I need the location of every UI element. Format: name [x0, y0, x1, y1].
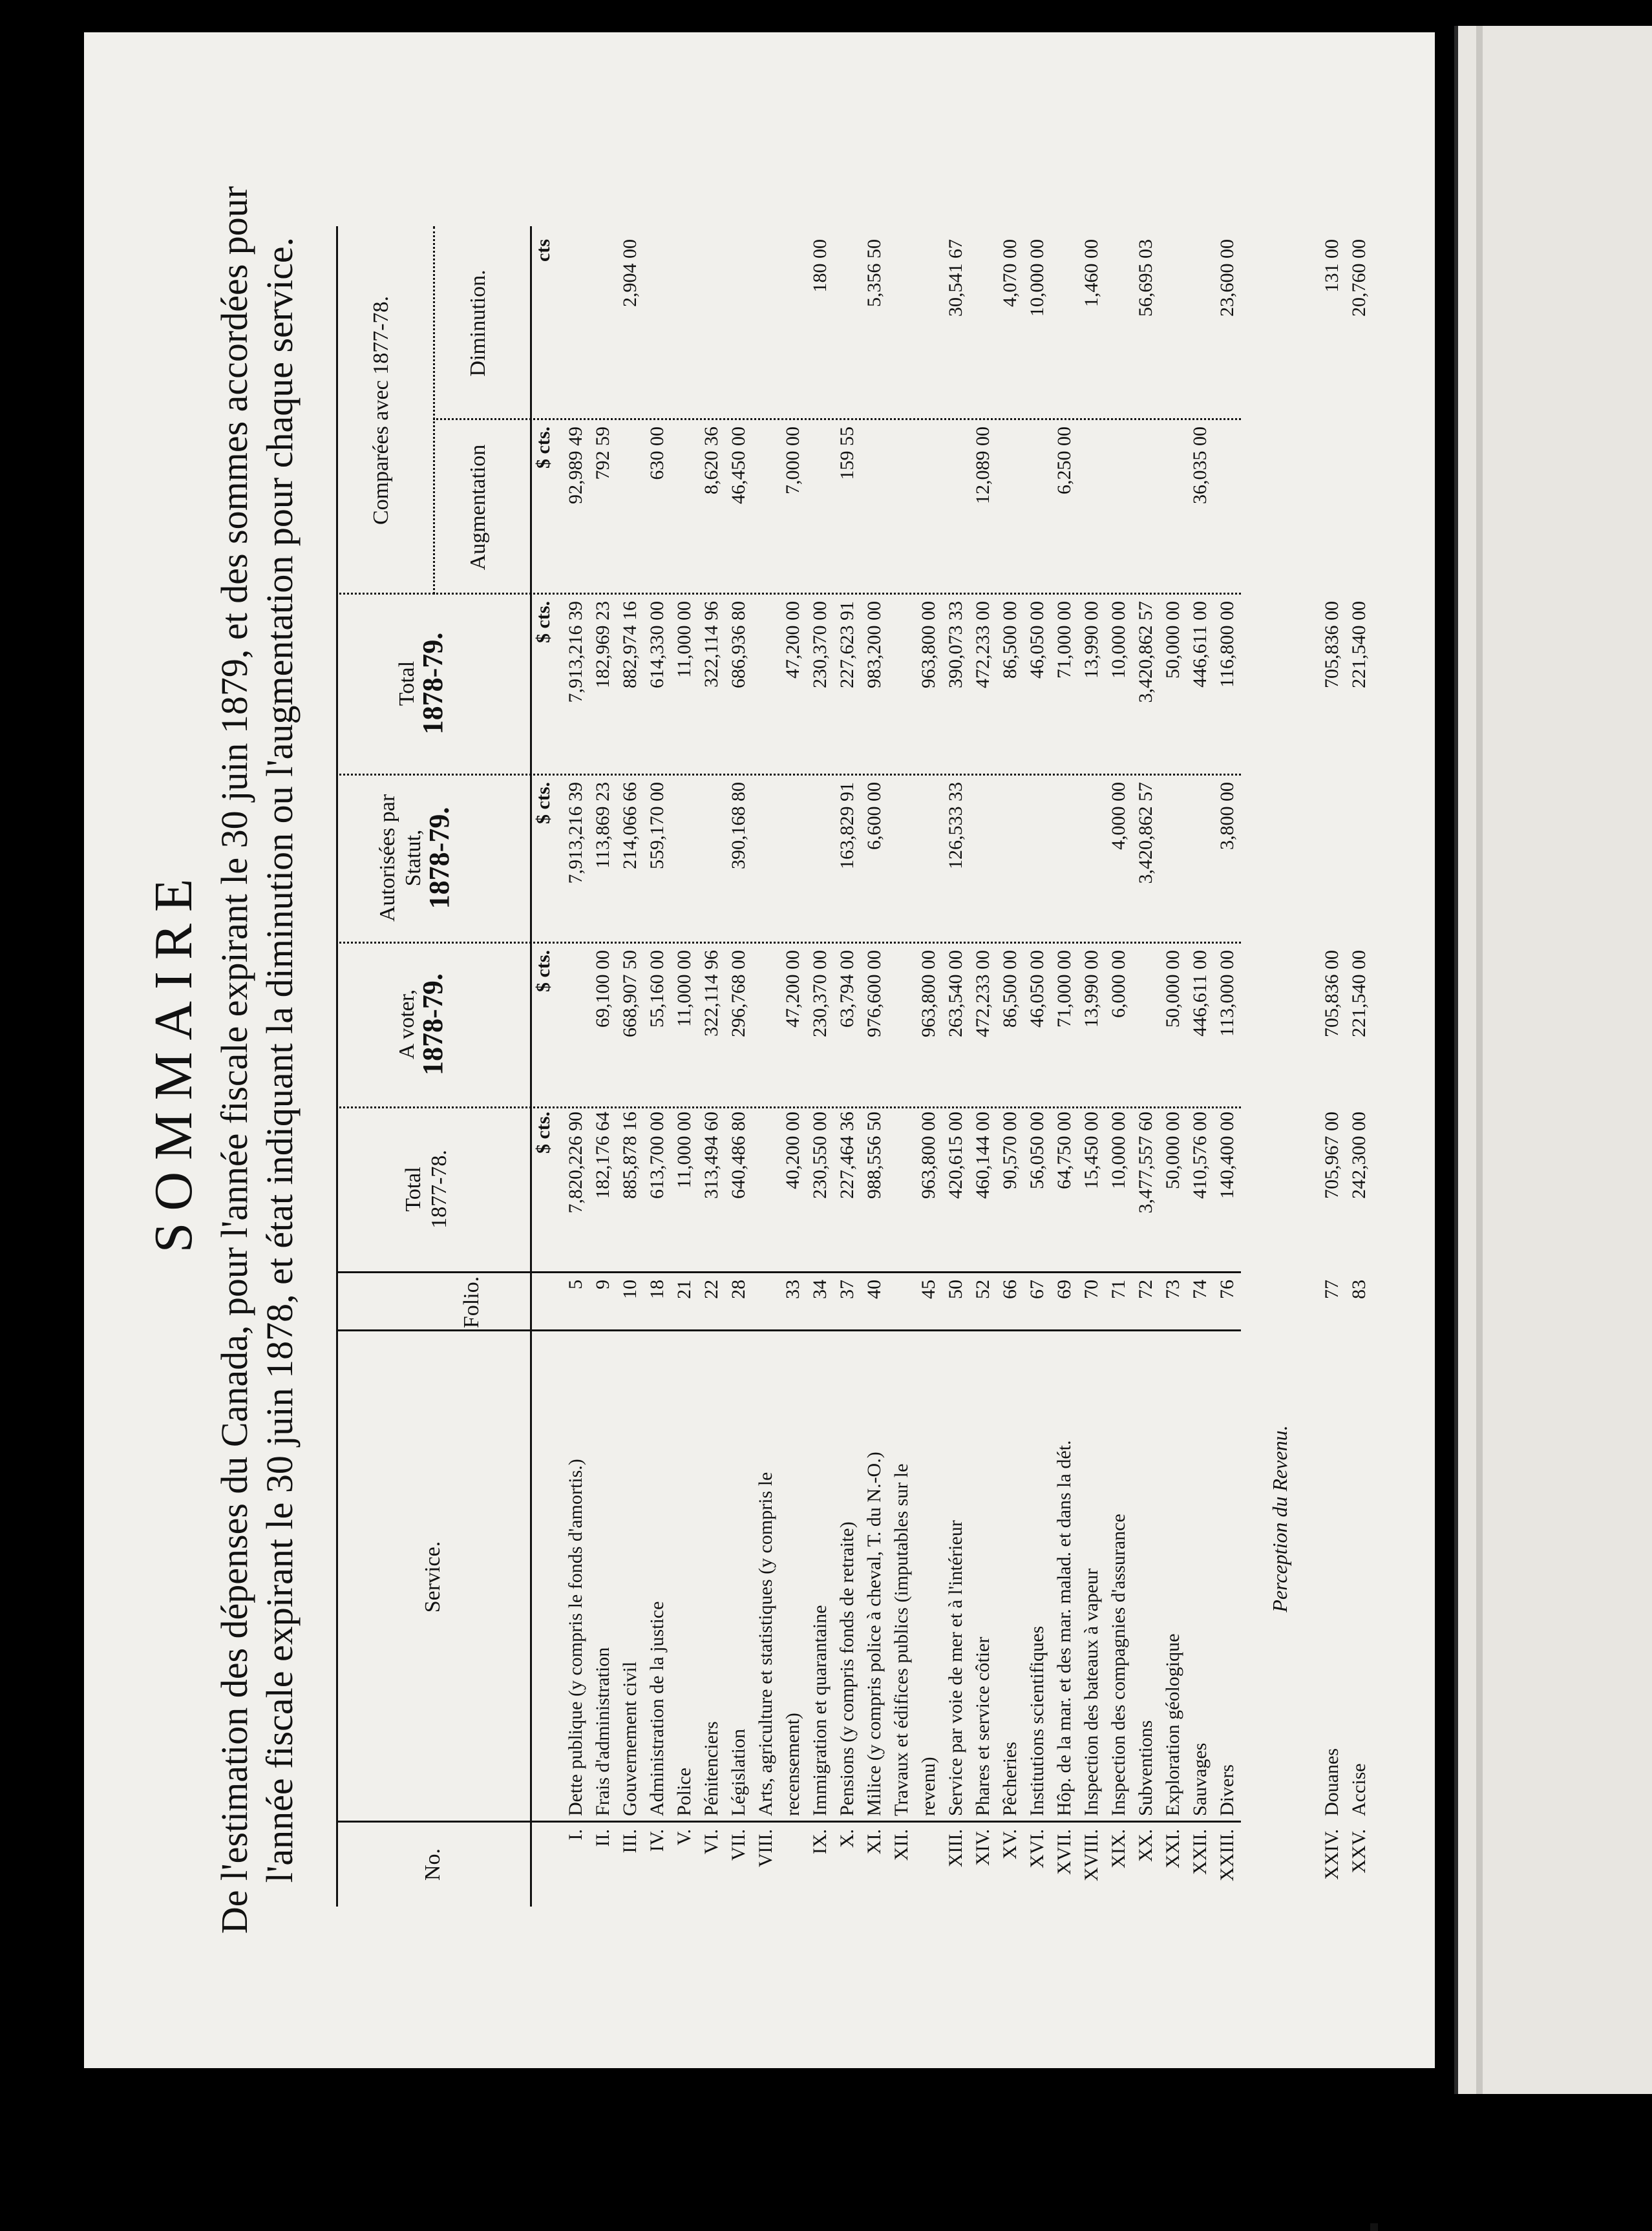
- row-augmentation: 792 59: [592, 427, 613, 480]
- row-total-prev: 460,144 00: [972, 1112, 993, 1199]
- header-a-voter: [394, 944, 449, 1105]
- summary-table: [336, 226, 1370, 1907]
- row-no: I.: [565, 1829, 586, 1841]
- table-row: [915, 226, 942, 1907]
- row-folio: 18: [646, 1280, 668, 1299]
- row-no: XV.: [999, 1829, 1021, 1859]
- unit-total-new: $ cts.: [533, 601, 554, 643]
- row-no: XIV.: [972, 1829, 993, 1866]
- row-diminution: 23,600 00: [1216, 239, 1238, 317]
- row-statut: 390,168 80: [728, 782, 749, 869]
- header-autorisees-label: Autorisées par Statut,: [376, 794, 425, 922]
- row-no: VI.: [701, 1829, 722, 1855]
- rotated-content: [142, 155, 1370, 1965]
- row-folio: 5: [565, 1280, 586, 1289]
- header-autorisees: [375, 776, 455, 940]
- table-row: [1160, 226, 1187, 1907]
- row-total-new: 322,114 96: [701, 601, 722, 688]
- row-total-prev: 885,878 16: [619, 1112, 641, 1199]
- row-service: Milice (y compris police à cheval, T. du N.-O.): [863, 1452, 885, 1816]
- header-a-voter-label: A voter,: [395, 989, 419, 1060]
- row-folio: 50: [945, 1280, 966, 1299]
- row-total-prev: 3,477,557 60: [1135, 1112, 1156, 1214]
- row-total-new: 50,000 00: [1162, 601, 1183, 679]
- row-diminution: 10,000 00: [1026, 239, 1048, 317]
- row-total-prev: 313,494 60: [701, 1112, 722, 1199]
- row-diminution: 30,541 67: [945, 239, 966, 317]
- row-total-prev: 988,556 50: [863, 1112, 885, 1199]
- ink-spot: [1370, 2223, 1378, 2231]
- row-total-new: 71,000 00: [1054, 601, 1075, 679]
- row-total-new: 116,800 00: [1216, 601, 1238, 688]
- row-no: XXI.: [1162, 1829, 1183, 1868]
- row-total-new: 11,000 00: [673, 601, 695, 678]
- header-total-new-year: 1878-79.: [417, 632, 449, 735]
- row-service: Divers: [1216, 1764, 1238, 1816]
- row-diminution: 131 00: [1321, 239, 1342, 293]
- row-total-new: 882,974 16: [619, 601, 641, 688]
- row-folio: 40: [863, 1280, 885, 1299]
- row-total-prev: 50,000 00: [1162, 1112, 1183, 1189]
- row-a-voter: 47,200 00: [782, 950, 803, 1028]
- table-row: [1187, 226, 1214, 1907]
- row-service: Sauvages: [1189, 1742, 1211, 1816]
- row-service: recensement): [782, 1713, 803, 1816]
- row-folio: 28: [728, 1280, 749, 1299]
- row-statut: 6,600 00: [863, 782, 885, 850]
- row-total-new: 47,200 00: [782, 601, 803, 679]
- row-a-voter: 46,050 00: [1026, 950, 1048, 1028]
- row-a-voter: 221,540 00: [1348, 950, 1370, 1037]
- row-folio: 34: [809, 1280, 831, 1299]
- row-folio: 69: [1054, 1280, 1075, 1299]
- row-service: Police: [673, 1768, 695, 1816]
- row-total-new: 10,000 00: [1108, 601, 1129, 679]
- row-a-voter: 263,540 00: [945, 950, 966, 1037]
- table-row: [1024, 226, 1051, 1907]
- row-a-voter: 50,000 00: [1162, 950, 1183, 1028]
- subtitle-line-2: l'année fiscale expirant le 30 juin 1878, et état indiquant la diminution ou l'augmentation pour chaque service.: [259, 237, 301, 1883]
- row-a-voter: 71,000 00: [1054, 950, 1075, 1028]
- header-no: No.: [421, 1848, 445, 1881]
- row-folio: 72: [1135, 1280, 1156, 1299]
- table-row: [942, 226, 969, 1907]
- row-folio: 9: [592, 1280, 613, 1289]
- row-a-voter: 63,794 00: [836, 950, 858, 1028]
- row-total-new: 3,420,862 57: [1135, 601, 1156, 703]
- row-statut: 163,829 91: [836, 782, 858, 869]
- row-total-new: 230,370 00: [809, 601, 831, 688]
- row-service: Exploration géologique: [1162, 1633, 1183, 1816]
- row-folio: 21: [673, 1280, 695, 1299]
- row-statut: 4,000 00: [1108, 782, 1129, 850]
- row-no: XVII.: [1054, 1829, 1075, 1875]
- row-folio: 66: [999, 1280, 1021, 1299]
- row-a-voter: 6,000 00: [1108, 950, 1129, 1018]
- row-folio: 83: [1348, 1280, 1370, 1299]
- row-no: XI.: [863, 1829, 885, 1855]
- row-folio: 22: [701, 1280, 722, 1299]
- row-total-new: 7,913,216 39: [565, 601, 586, 703]
- header-total-prev: [401, 1108, 452, 1270]
- header-total-prev-label: Total: [401, 1167, 425, 1212]
- row-folio: 10: [619, 1280, 641, 1299]
- subtitle-line-1: De l'estimation des dépenses du Canada, pour l'année fiscale expirant le 30 juin 1879, et des sommes accordées pour: [213, 185, 255, 1934]
- row-service: Phares et service côtier: [972, 1636, 993, 1816]
- row-no: XXIV.: [1321, 1829, 1342, 1880]
- row-augmentation: 8,620 36: [701, 427, 722, 494]
- row-service: Législation: [728, 1729, 749, 1816]
- row-a-voter: 69,100 00: [592, 950, 613, 1028]
- row-folio: 52: [972, 1280, 993, 1299]
- row-folio: 37: [836, 1280, 858, 1299]
- table-row: [1346, 226, 1373, 1907]
- row-augmentation: 92,989 49: [565, 427, 586, 504]
- row-total-prev: 242,300 00: [1348, 1112, 1370, 1199]
- table-row: [888, 226, 915, 1907]
- header-a-voter-year: 1878-79.: [417, 973, 449, 1075]
- table-row: [644, 226, 671, 1907]
- facing-page-edge: [1454, 26, 1652, 2094]
- table-row: [779, 226, 807, 1907]
- units-row: [530, 226, 557, 1907]
- table-row: [589, 226, 617, 1907]
- row-no: IV.: [646, 1829, 668, 1852]
- table-row: [752, 226, 779, 1907]
- row-augmentation: 12,089 00: [972, 427, 993, 504]
- row-diminution: 4,070 00: [999, 239, 1021, 307]
- table-body: [562, 226, 1373, 1907]
- table-row: [698, 226, 725, 1907]
- unit-dim: cts: [533, 239, 554, 262]
- row-total-new: 13,990 00: [1081, 601, 1102, 679]
- row-no: XII.: [891, 1829, 912, 1861]
- unit-statut: $ cts.: [533, 782, 554, 824]
- row-total-prev: 140,400 00: [1216, 1112, 1238, 1199]
- row-service: Pensions (y compris fonds de retraite): [836, 1521, 858, 1816]
- unit-a-voter: $ cts.: [533, 950, 554, 992]
- row-no: II.: [592, 1829, 613, 1847]
- row-total-new: 963,800 00: [918, 601, 939, 688]
- table-row: [562, 226, 589, 1907]
- row-total-prev: 963,800 00: [918, 1112, 939, 1199]
- row-a-voter: 113,000 00: [1216, 950, 1238, 1037]
- table-row: [1051, 226, 1078, 1907]
- row-augmentation: 46,450 00: [728, 427, 749, 504]
- row-a-voter: 86,500 00: [999, 950, 1021, 1028]
- row-service: Pénitenciers: [701, 1721, 722, 1816]
- row-service: Institutions scientifiques: [1026, 1625, 1048, 1816]
- row-total-prev: 11,000 00: [673, 1112, 695, 1189]
- table-row: [861, 226, 888, 1907]
- row-diminution: 5,356 50: [863, 239, 885, 307]
- row-total-new: 221,540 00: [1348, 601, 1370, 688]
- header-total-prev-year: 1877-78.: [427, 1150, 451, 1229]
- row-a-voter: 230,370 00: [809, 950, 831, 1037]
- row-augmentation: 630 00: [646, 427, 668, 480]
- row-folio: 77: [1321, 1280, 1342, 1299]
- header-total-new-label: Total: [395, 661, 419, 706]
- row-service: Travaux et édifices publics (imputables sur le: [891, 1463, 912, 1816]
- row-total-prev: 705,967 00: [1321, 1112, 1342, 1199]
- row-folio: 45: [918, 1280, 939, 1299]
- row-total-prev: 40,200 00: [782, 1112, 803, 1189]
- header-service: Service.: [421, 1541, 445, 1613]
- table-row: [671, 226, 698, 1907]
- row-no: XX.: [1135, 1829, 1156, 1862]
- header-augmentation: Augmentation: [466, 444, 490, 571]
- row-total-new: 983,200 00: [863, 601, 885, 688]
- row-total-prev: 10,000 00: [1108, 1112, 1129, 1189]
- table-row: [1132, 226, 1160, 1907]
- row-folio: 76: [1216, 1280, 1238, 1299]
- table-row: [969, 226, 997, 1907]
- service-rows: [562, 226, 1241, 1907]
- row-no: X.: [836, 1829, 858, 1848]
- row-service: Subventions: [1135, 1720, 1156, 1816]
- row-no: VIII.: [755, 1829, 776, 1868]
- row-statut: 113,869 23: [592, 782, 613, 869]
- row-total-prev: 15,450 00: [1081, 1112, 1102, 1189]
- row-service: Immigration et quarantaine: [809, 1605, 831, 1816]
- row-folio: 74: [1189, 1280, 1211, 1299]
- row-statut: 559,170 00: [646, 782, 668, 869]
- row-folio: 73: [1162, 1280, 1183, 1299]
- table-row: [1105, 226, 1132, 1907]
- row-statut: 126,533 33: [945, 782, 966, 869]
- row-service: Inspection des compagnies d'assurance: [1108, 1514, 1129, 1816]
- row-service: Service par voie de mer et à l'intérieur: [945, 1520, 966, 1816]
- row-total-prev: 7,820,226 90: [565, 1112, 586, 1214]
- row-no: XIX.: [1108, 1829, 1129, 1868]
- row-total-prev: 410,576 00: [1189, 1112, 1211, 1199]
- table-row: [1318, 226, 1346, 1907]
- row-no: XXII.: [1189, 1829, 1211, 1875]
- row-folio: 67: [1026, 1280, 1048, 1299]
- row-service: Douanes: [1321, 1748, 1342, 1816]
- row-service: revenu): [918, 1757, 939, 1816]
- row-total-prev: 230,550 00: [809, 1112, 831, 1199]
- row-no: XVIII.: [1081, 1829, 1102, 1881]
- row-no: VII.: [728, 1829, 749, 1861]
- row-total-new: 446,611 00: [1189, 601, 1211, 688]
- row-service: Administration de la justice: [646, 1601, 668, 1816]
- page-subtitle: [212, 155, 302, 1965]
- row-a-voter: 472,233 00: [972, 950, 993, 1037]
- row-service: Dette publique (y compris le fonds d'amortis.): [565, 1459, 586, 1816]
- row-service: Inspection des bateaux à vapeur: [1081, 1568, 1102, 1816]
- header-folio: Folio.: [460, 1276, 483, 1329]
- row-no: IX.: [809, 1829, 831, 1855]
- row-total-new: 390,073 33: [945, 601, 966, 688]
- row-augmentation: 7,000 00: [782, 427, 803, 494]
- header-comparees: Comparées avec 1877-78.: [369, 295, 393, 525]
- row-diminution: 180 00: [809, 239, 831, 293]
- row-statut: 3,420,862 57: [1135, 782, 1156, 884]
- row-a-voter: 322,114 96: [701, 950, 722, 1037]
- table-row: [617, 226, 644, 1907]
- row-a-voter: 296,768 00: [728, 950, 749, 1037]
- header-autorisees-year: 1878-79.: [423, 807, 455, 909]
- row-folio: 33: [782, 1280, 803, 1299]
- row-folio: 71: [1108, 1280, 1129, 1299]
- row-total-new: 686,936 80: [728, 601, 749, 688]
- row-a-voter: 668,907 50: [619, 950, 641, 1037]
- row-total-prev: 90,570 00: [999, 1112, 1021, 1189]
- header-diminution: Diminution.: [466, 270, 490, 377]
- unit-aug: $ cts.: [533, 427, 554, 469]
- row-no: XXV.: [1348, 1829, 1370, 1874]
- row-no: V.: [673, 1829, 695, 1846]
- row-total-new: 86,500 00: [999, 601, 1021, 679]
- page-title: SOMMAIRE: [143, 867, 204, 1253]
- row-total-prev: 56,050 00: [1026, 1112, 1048, 1189]
- unit-total-prev: $ cts.: [533, 1112, 554, 1154]
- row-no: XVI.: [1026, 1829, 1048, 1868]
- row-a-voter: 976,600 00: [863, 950, 885, 1037]
- row-total-prev: 227,464 36: [836, 1112, 858, 1199]
- row-total-new: 227,623 91: [836, 601, 858, 688]
- row-augmentation: 159 55: [836, 427, 858, 480]
- row-total-new: 705,836 00: [1321, 601, 1342, 688]
- row-total-new: 614,330 00: [646, 601, 668, 688]
- row-a-voter: 55,160 00: [646, 950, 668, 1028]
- row-augmentation: 36,035 00: [1189, 427, 1211, 504]
- row-augmentation: 6,250 00: [1054, 427, 1075, 494]
- row-service: Pêcheries: [999, 1742, 1021, 1816]
- row-no: XIII.: [945, 1829, 966, 1868]
- row-statut: 214,066 66: [619, 782, 641, 869]
- revenue-rows: [1318, 226, 1373, 1907]
- row-total-prev: 420,615 00: [945, 1112, 966, 1199]
- row-total-new: 182,969 23: [592, 601, 613, 688]
- row-total-prev: 640,486 80: [728, 1112, 749, 1199]
- row-a-voter: 705,836 00: [1321, 950, 1342, 1037]
- row-service: Accise: [1348, 1763, 1370, 1816]
- row-a-voter: 446,611 00: [1189, 950, 1211, 1037]
- row-total-new: 472,233 00: [972, 601, 993, 688]
- table-row: [997, 226, 1024, 1907]
- header-total-new: [394, 595, 449, 772]
- row-service: Gouvernement civil: [619, 1661, 641, 1816]
- row-diminution: 2,904 00: [619, 239, 641, 307]
- table-row: [807, 226, 834, 1907]
- row-a-voter: 963,800 00: [918, 950, 939, 1037]
- row-total-new: 46,050 00: [1026, 601, 1048, 679]
- table-row: [1214, 226, 1241, 1907]
- row-no: III.: [619, 1829, 641, 1854]
- row-a-voter: 11,000 00: [673, 950, 695, 1027]
- section-revenue: Perception du Revenu.: [1268, 1425, 1291, 1612]
- table-row: [725, 226, 752, 1907]
- row-total-prev: 182,176 64: [592, 1112, 613, 1199]
- table-row: [1078, 226, 1105, 1907]
- row-service: Frais d'administration: [592, 1647, 613, 1816]
- row-service: Arts, agriculture et statistiques (y compris le: [755, 1472, 776, 1816]
- row-diminution: 20,760 00: [1348, 239, 1370, 317]
- row-statut: 7,913,216 39: [565, 782, 586, 884]
- row-statut: 3,800 00: [1216, 782, 1238, 850]
- row-no: XXIII.: [1216, 1829, 1238, 1881]
- row-diminution: 1,460 00: [1081, 239, 1102, 307]
- row-a-voter: 13,990 00: [1081, 950, 1102, 1028]
- row-folio: 70: [1081, 1280, 1102, 1299]
- row-service: Hôp. de la mar. et des mar. malad. et dans la dét.: [1054, 1440, 1075, 1816]
- row-total-prev: 613,700 00: [646, 1112, 668, 1199]
- row-total-prev: 64,750 00: [1054, 1112, 1075, 1189]
- table-row: [834, 226, 861, 1907]
- row-diminution: 56,695 03: [1135, 239, 1156, 317]
